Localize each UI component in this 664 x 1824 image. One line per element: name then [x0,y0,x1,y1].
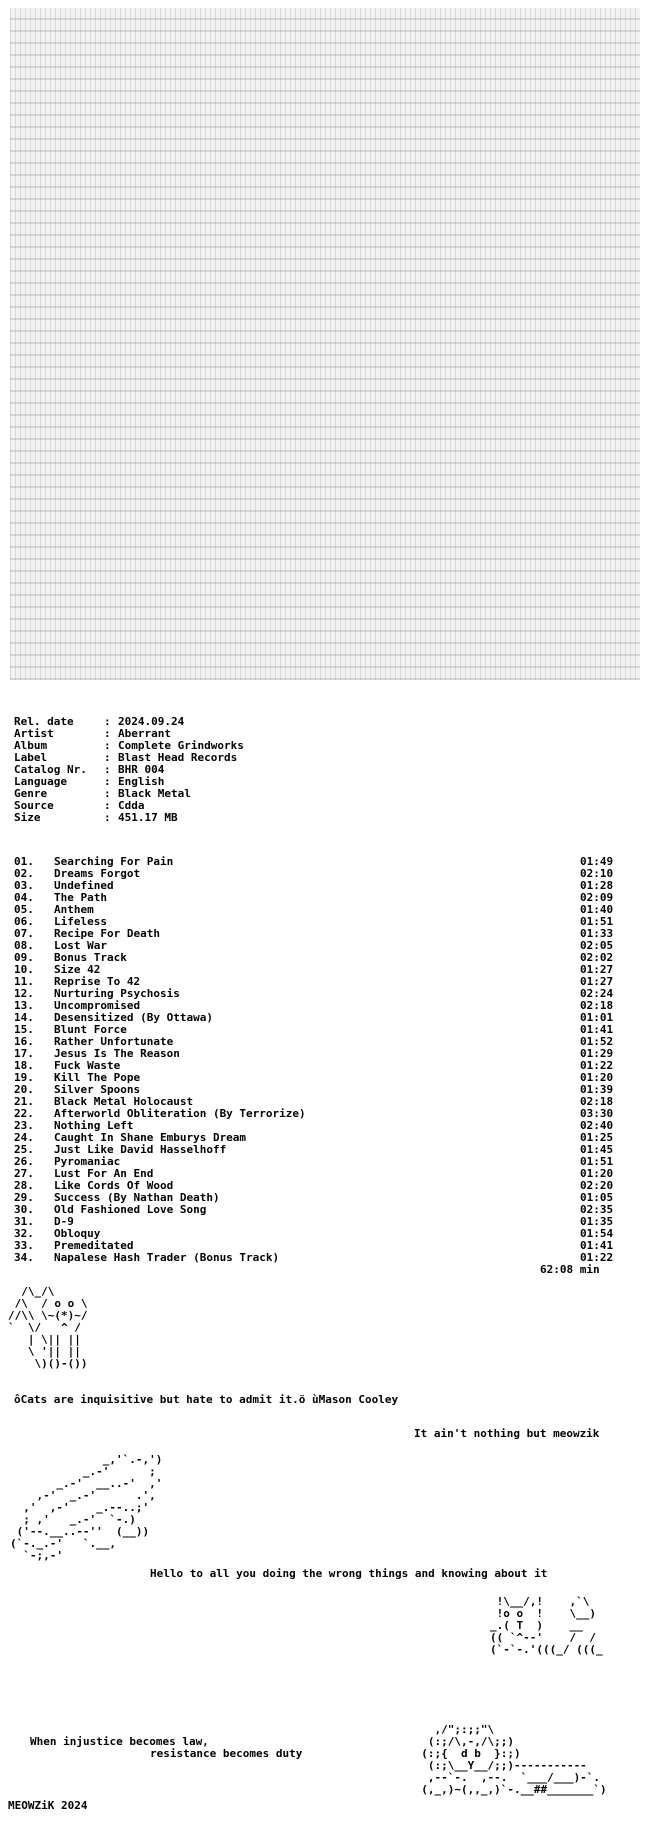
track-time: 02:02 [580,951,614,964]
track-num: 21. [14,1095,34,1108]
track-num: 33. [14,1239,34,1252]
track-row [14,1216,620,1228]
track-time: 02:20 [580,1179,614,1192]
track-num: 27. [14,1167,34,1180]
cover-ascii-art [10,8,640,680]
track-title: Nothing Left [54,1119,134,1132]
track-time: 01:49 [580,855,614,868]
track-time: 02:18 [580,999,614,1012]
track-time: 01:39 [580,1083,614,1096]
track-num: 06. [14,915,34,928]
track-num: 01. [14,855,34,868]
info-value: Cdda [118,799,145,812]
track-title: Just Like David Hasselhoff [54,1143,227,1156]
track-num: 22. [14,1107,34,1120]
track-row [14,1252,620,1264]
info-separator: : [104,787,111,800]
track-time: 01:01 [580,1011,614,1024]
track-num: 23. [14,1119,34,1132]
track-num: 25. [14,1143,34,1156]
track-title: Silver Spoons [54,1083,141,1096]
track-time: 01:51 [580,915,614,928]
injustice-line-1: When injustice becomes law, [30,1735,209,1748]
track-time: 01:25 [580,1131,614,1144]
track-time: 01:28 [580,879,614,892]
info-separator: : [104,727,111,740]
track-time: 01:52 [580,1035,614,1048]
track-num: 08. [14,939,34,952]
track-time: 01:27 [580,975,614,988]
hello-line: Hello to all you doing the wrong things and knowing about it [150,1567,548,1580]
track-time: 01:20 [580,1167,614,1180]
track-title: Old Fashioned Love Song [54,1203,207,1216]
track-title: Pyromaniac [54,1155,121,1168]
track-num: 04. [14,891,34,904]
track-num: 07. [14,927,34,940]
info-key: Catalog Nr. [14,763,87,776]
cat-quote: ôCats are inquisitive but hate to admit it.ö ùMason Cooley [14,1393,399,1406]
track-num: 18. [14,1059,34,1072]
track-num: 02. [14,867,34,880]
track-row [14,1204,620,1216]
track-title: Rather Unfortunate [54,1035,174,1048]
info-separator: : [104,775,111,788]
track-title: Lifeless [54,915,107,928]
pig-ascii-art: !\__/,! ,`\ !o o ! \__) _.( T ) __ (( `^--' / / (`-`-.'(((_/ (((_ [490,1595,603,1656]
slogan: It ain't nothing but meowzik [414,1427,600,1440]
track-time: 01:22 [580,1059,614,1072]
track-title: Obloquy [54,1227,101,1240]
track-num: 28. [14,1179,34,1192]
track-time: 02:10 [580,867,614,880]
footer-signature: MEOWZiK 2024 [8,1799,88,1812]
track-title: Anthem [54,903,94,916]
track-time: 01:35 [580,1215,614,1228]
track-time: 01:41 [580,1239,614,1252]
track-num: 12. [14,987,34,1000]
track-num: 29. [14,1191,34,1204]
info-key: Genre [14,787,48,800]
snail-ascii-art: ,/";:;;"\ (:;/\,-,/\;;) (:;{ d b }:;) (:;\__Y__/;;)----------- ,--`-. ,--. `___/___)-`. (,_,)~(,,_,)`-.__##_______`) [421,1723,607,1796]
info-key: Rel. date [14,715,74,728]
info-value: BHR 004 [118,763,165,776]
track-title: Black Metal Holocaust [54,1095,194,1108]
total-runtime: 62:08 min [540,1263,600,1276]
track-time: 02:09 [580,891,614,904]
track-time: 01:29 [580,1047,614,1060]
track-time: 01:45 [580,1143,614,1156]
track-num: 32. [14,1227,34,1240]
track-num: 30. [14,1203,34,1216]
track-title: Fuck Waste [54,1059,121,1072]
track-num: 10. [14,963,34,976]
info-value: 2024.09.24 [118,715,185,728]
info-value: 451.17 MB [118,811,178,824]
track-num: 05. [14,903,34,916]
track-title: The Path [54,891,107,904]
track-title: Kill The Pope [54,1071,141,1084]
track-num: 16. [14,1035,34,1048]
track-title: Nurturing Psychosis [54,987,180,1000]
info-value: Blast Head Records [118,751,238,764]
info-key: Label [14,751,48,764]
track-num: 26. [14,1155,34,1168]
track-time: 02:18 [580,1095,614,1108]
track-title: Success (By Nathan Death) [54,1191,220,1204]
track-time: 02:05 [580,939,614,952]
track-title: Like Cords Of Wood [54,1179,174,1192]
track-time: 01:54 [580,1227,614,1240]
track-title: Desensitized (By Ottawa) [54,1011,213,1024]
track-title: Reprise To 42 [54,975,141,988]
track-title: D-9 [54,1215,74,1228]
info-value: Complete Grindworks [118,739,244,752]
track-time: 01:05 [580,1191,614,1204]
track-time: 03:30 [580,1107,614,1120]
track-num: 20. [14,1083,34,1096]
info-value: Aberrant [118,727,171,740]
track-title: Bonus Track [54,951,127,964]
info-separator: : [104,739,111,752]
track-time: 02:40 [580,1119,614,1132]
track-title: Lost War [54,939,107,952]
track-time: 01:20 [580,1071,614,1084]
track-num: 03. [14,879,34,892]
info-value: English [118,775,165,788]
track-num: 09. [14,951,34,964]
track-title: Searching For Pain [54,855,174,868]
track-title: Size 42 [54,963,101,976]
info-key: Language [14,775,67,788]
track-num: 11. [14,975,34,988]
track-title: Uncompromised [54,999,141,1012]
track-row [14,952,620,964]
track-time: 02:35 [580,1203,614,1216]
cat-ascii-art: /\_/\ /\ / o o \ //\\ \~(*)~/ ` \/ ^ / | \|| || \ '|| || \)()-()) [8,1285,88,1370]
track-title: Undefined [54,879,114,892]
info-separator: : [104,715,111,728]
info-separator: : [104,763,111,776]
track-num: 31. [14,1215,34,1228]
track-num: 14. [14,1011,34,1024]
track-time: 01:51 [580,1155,614,1168]
info-row [14,812,244,824]
track-time: 01:22 [580,1251,614,1264]
info-key: Source [14,799,54,812]
track-title: Caught In Shane Emburys Dream [54,1131,247,1144]
track-title: Blunt Force [54,1023,127,1036]
track-row [14,892,620,904]
info-separator: : [104,799,111,812]
track-num: 17. [14,1047,34,1060]
tracklist [14,856,620,1264]
info-separator: : [104,751,111,764]
track-title: Napalese Hash Trader (Bonus Track) [54,1251,280,1264]
track-title: Afterworld Obliteration (By Terrorize) [54,1107,306,1120]
track-time: 01:41 [580,1023,614,1036]
track-num: 15. [14,1023,34,1036]
track-num: 19. [14,1071,34,1084]
track-title: Recipe For Death [54,927,160,940]
info-key: Album [14,739,48,752]
track-num: 24. [14,1131,34,1144]
track-num: 13. [14,999,34,1012]
track-time: 01:27 [580,963,614,976]
info-key: Artist [14,727,54,740]
track-title: Lust For An End [54,1167,154,1180]
track-time: 02:24 [580,987,614,1000]
track-title: Dreams Forgot [54,867,141,880]
info-value: Black Metal [118,787,191,800]
track-num: 34. [14,1251,34,1264]
swirl-ascii-art: _,'`.-,') _.-' ; _.-' __..-' ,' ,-' _.-' .', ,' ,-' _.--..;' ; ,' _.-' `-.) ('--.__..--'' (__)) (`-._.-' `.__, `-;,-' [10,1453,163,1562]
track-time: 01:33 [580,927,614,940]
info-key: Size [14,811,41,824]
injustice-line-2: resistance becomes duty [150,1747,303,1760]
track-title: Jesus Is The Reason [54,1047,180,1060]
track-title: Premeditated [54,1239,134,1252]
release-info [14,692,244,848]
track-time: 01:40 [580,903,614,916]
info-separator: : [104,811,111,824]
